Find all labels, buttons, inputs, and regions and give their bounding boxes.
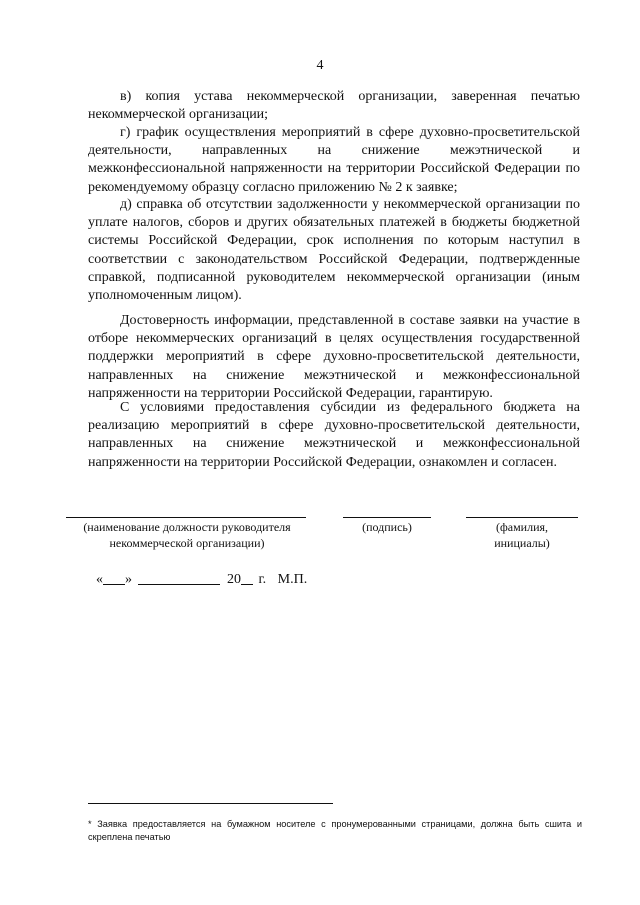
date-line [96, 570, 307, 588]
name-caption-line2: инициалы) [494, 535, 550, 550]
position-signature-line [66, 517, 306, 518]
paragraph-item-d: д) справка об отсутствии задолженности у некоммерческой организации по уплате налогов, сборов и других обязательных платежей в бюджеты бюджетной системы Российской Федерации, срок исполнения по которым наступил в соответствии с законодательством Российской Федерации, подтвержденные справкой, подписанной руководителем некоммерческой организации (иным уполномоченным лицом). [88, 197, 580, 304]
position-caption-line2: некоммерческой организации) [109, 535, 265, 550]
signature-caption: (подпись) [362, 520, 412, 534]
year-blank [241, 570, 253, 585]
footnote: * Заявка предоставляется на бумажном носителе с пронумерованными страницами, должна быть сшита и скреплена печатью [88, 819, 582, 842]
close-quote: » [125, 572, 132, 587]
position-caption [56, 520, 318, 551]
paragraph-agreement: С условиями предоставления субсидии из федерального бюджета на реализацию мероприятий в сфере духовно-просветительской деятельности, направленных на снижение межэтнической и межконфессиональной напряженности на территории Российской Федерации, ознакомлен и согласен. [88, 400, 580, 470]
year-suffix: г. [258, 572, 267, 587]
name-signature-line [466, 517, 578, 518]
month-blank [138, 570, 220, 585]
name-caption-line1: (фамилия, [495, 520, 549, 534]
stamp-label: М.П. [277, 572, 308, 587]
paragraph-item-v: в) копия устава некоммерческой организации, заверенная печатью некоммерческой организации; [88, 89, 580, 123]
page-number: 4 [316, 58, 324, 73]
year-prefix: 20 [227, 572, 241, 587]
position-caption-line1: (наименование должности руководителя [83, 520, 291, 534]
signature-line [343, 517, 431, 518]
name-caption [460, 520, 584, 551]
footnote-rule [88, 803, 333, 804]
day-blank [103, 570, 125, 585]
open-quote: « [96, 572, 103, 587]
paragraph-guarantee: Достоверность информации, представленной в составе заявки на участие в отборе некоммерческих организаций в целях осуществления государственной поддержки мероприятий в сфере духовно-просветительской деятельности, направленных на снижение межэтнической и межконфессиональной напряженности на территории Российской Федерации, гарантирую. [88, 313, 580, 401]
paragraph-item-g: г) график осуществления мероприятий в сфере духовно-просветительской деятельности, направленных на снижение межэтнической и межконфессиональной напряженности на территории Российской Федерации по рекомендуемому образцу согласно приложению № 2 к заявке; [88, 125, 580, 195]
